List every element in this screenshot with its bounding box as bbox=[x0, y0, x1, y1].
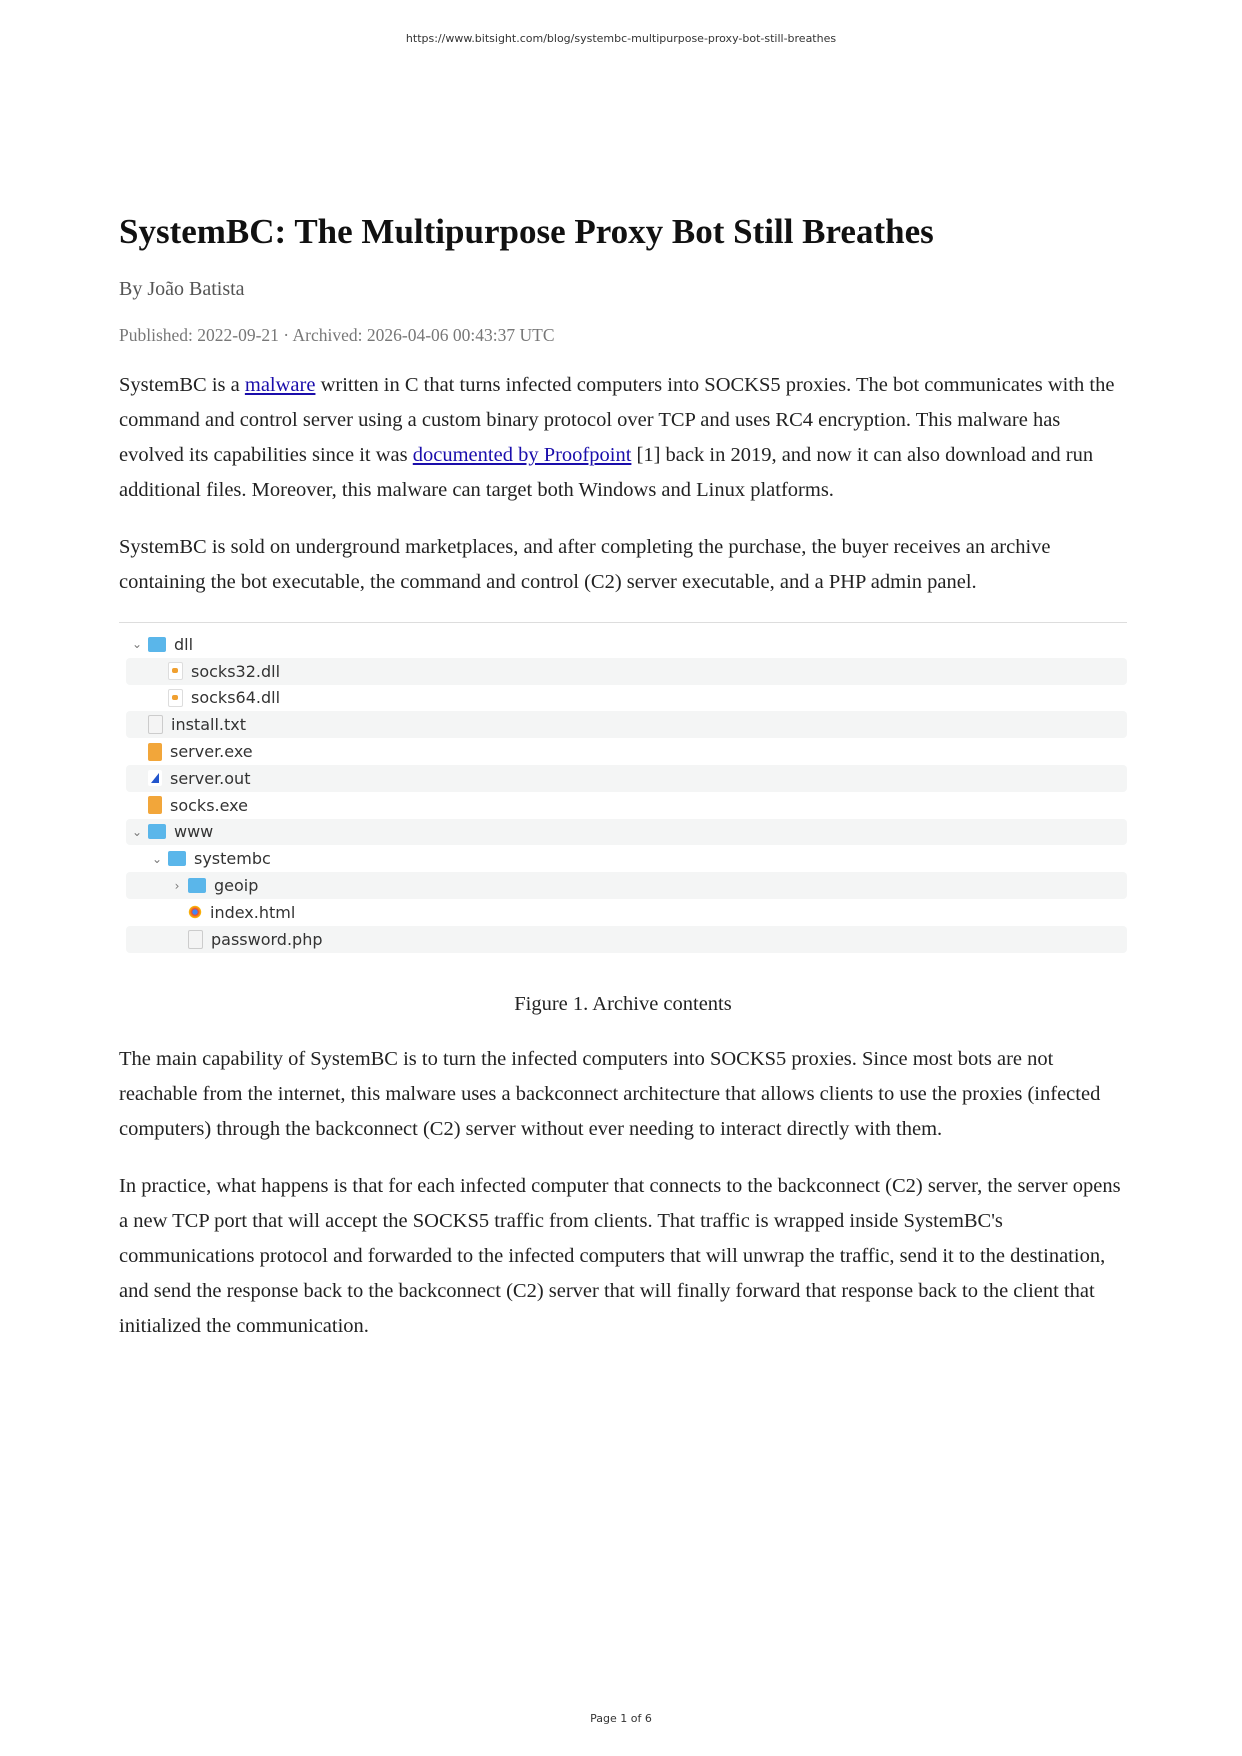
exe-file-icon bbox=[148, 743, 162, 761]
publish-meta: Published: 2022-09-21 · Archived: 2026-04-06 00:43:37 UTC bbox=[119, 325, 555, 345]
tree-item-label: socks32.dll bbox=[191, 661, 281, 681]
text: [1] back in 2019, and now it can also download and run additional files. Moreover, this malware can target both Windows and Linux platforms. bbox=[119, 444, 1094, 501]
tree-item-label: geoip bbox=[214, 876, 259, 896]
byline: By João Batista bbox=[119, 278, 245, 300]
tree-item-label: server.exe bbox=[170, 742, 253, 762]
tree-item-label: install.txt bbox=[171, 715, 246, 735]
article-title: SystemBC: The Multipurpose Proxy Bot Still Breathes bbox=[119, 212, 934, 251]
tree-item-label: systembc bbox=[194, 849, 271, 869]
tree-item[interactable] bbox=[126, 872, 1127, 899]
tree-item-label: socks64.dll bbox=[191, 688, 281, 708]
malware-link[interactable]: malware bbox=[244, 374, 316, 396]
folder-icon bbox=[188, 878, 206, 893]
page-number: Page 1 of 6 bbox=[590, 1712, 652, 1725]
dll-file-icon bbox=[168, 689, 183, 707]
paragraph-1 bbox=[119, 368, 1127, 508]
tree-item[interactable] bbox=[126, 926, 1127, 953]
proofpoint-link[interactable]: documented by Proofpoint bbox=[412, 444, 632, 466]
paragraph-2: SystemBC is sold on underground marketplaces, and after completing the purchase, the buyer receives an archive containing the bot executable, the command and control (C2) server executable, and a PHP admin panel. bbox=[119, 536, 1051, 593]
figure-caption: Figure 1. Archive contents bbox=[514, 992, 732, 1015]
tree-item[interactable] bbox=[126, 738, 1127, 765]
folder-icon bbox=[148, 824, 166, 839]
paragraph-4: In practice, what happens is that for each infected computer that connects to the backconnect (C2) server, the server opens a new TCP port that will accept the SOCKS5 traffic from clients. That traffic is wrapped inside SystemBC's communications protocol and forwarded to the infected computers that will unwrap the traffic, send it to the destination, and send the response back to the backconnect (C2) server that will finally forward that response back to the client that initialized the communication. bbox=[119, 1174, 1121, 1337]
chevron-down-icon[interactable]: ⌄ bbox=[131, 637, 143, 652]
page-url: https://www.bitsight.com/blog/systembc-multipurpose-proxy-bot-still-breathes bbox=[405, 32, 837, 45]
tree-item[interactable] bbox=[126, 711, 1127, 738]
tree-item-label: server.out bbox=[170, 768, 251, 788]
folder-icon bbox=[148, 637, 166, 652]
text-file-icon bbox=[188, 930, 203, 949]
text-file-icon bbox=[148, 715, 163, 734]
exe-file-icon bbox=[148, 796, 162, 814]
text: written in C that turns infected computers into SOCKS5 proxies. The bot communicates with the command and control server using a custom binary protocol over TCP and uses RC4 encryption. This malware has evolved its capabilities since it was bbox=[119, 374, 1115, 466]
article bbox=[119, 212, 1127, 1366]
tree-item[interactable] bbox=[126, 792, 1127, 819]
folder-icon bbox=[168, 851, 186, 866]
chevron-right-icon[interactable]: › bbox=[174, 878, 180, 893]
paragraph-3: The main capability of SystemBC is to turn the infected computers into SOCKS5 proxies. Since most bots are not reachable from the internet, this malware uses a backconnect architecture that allows clients to use the proxies (infected computers) through the backconnect (C2) server without ever needing to interact directly with them. bbox=[119, 1047, 1101, 1140]
chrome-html-icon bbox=[188, 905, 202, 919]
tree-item-label: password.php bbox=[211, 929, 323, 949]
chevron-down-icon[interactable]: ⌄ bbox=[151, 851, 163, 866]
tree-item-label: www bbox=[174, 822, 214, 842]
tree-item[interactable] bbox=[126, 685, 1127, 712]
dll-file-icon bbox=[168, 662, 183, 680]
tree-item-label: index.html bbox=[210, 902, 296, 922]
executable-file-icon bbox=[148, 770, 162, 786]
tree-item[interactable] bbox=[126, 819, 1127, 846]
tree-item[interactable] bbox=[126, 899, 1127, 926]
text: SystemBC is a bbox=[119, 374, 245, 396]
tree-item-label: dll bbox=[174, 634, 194, 654]
tree-item[interactable] bbox=[126, 658, 1127, 685]
tree-item-label: socks.exe bbox=[170, 795, 248, 815]
chevron-down-icon[interactable]: ⌄ bbox=[131, 824, 143, 839]
tree-item[interactable] bbox=[126, 845, 1127, 872]
tree-item[interactable] bbox=[126, 765, 1127, 792]
archive-file-tree bbox=[119, 622, 1127, 953]
tree-item[interactable] bbox=[126, 631, 1127, 658]
